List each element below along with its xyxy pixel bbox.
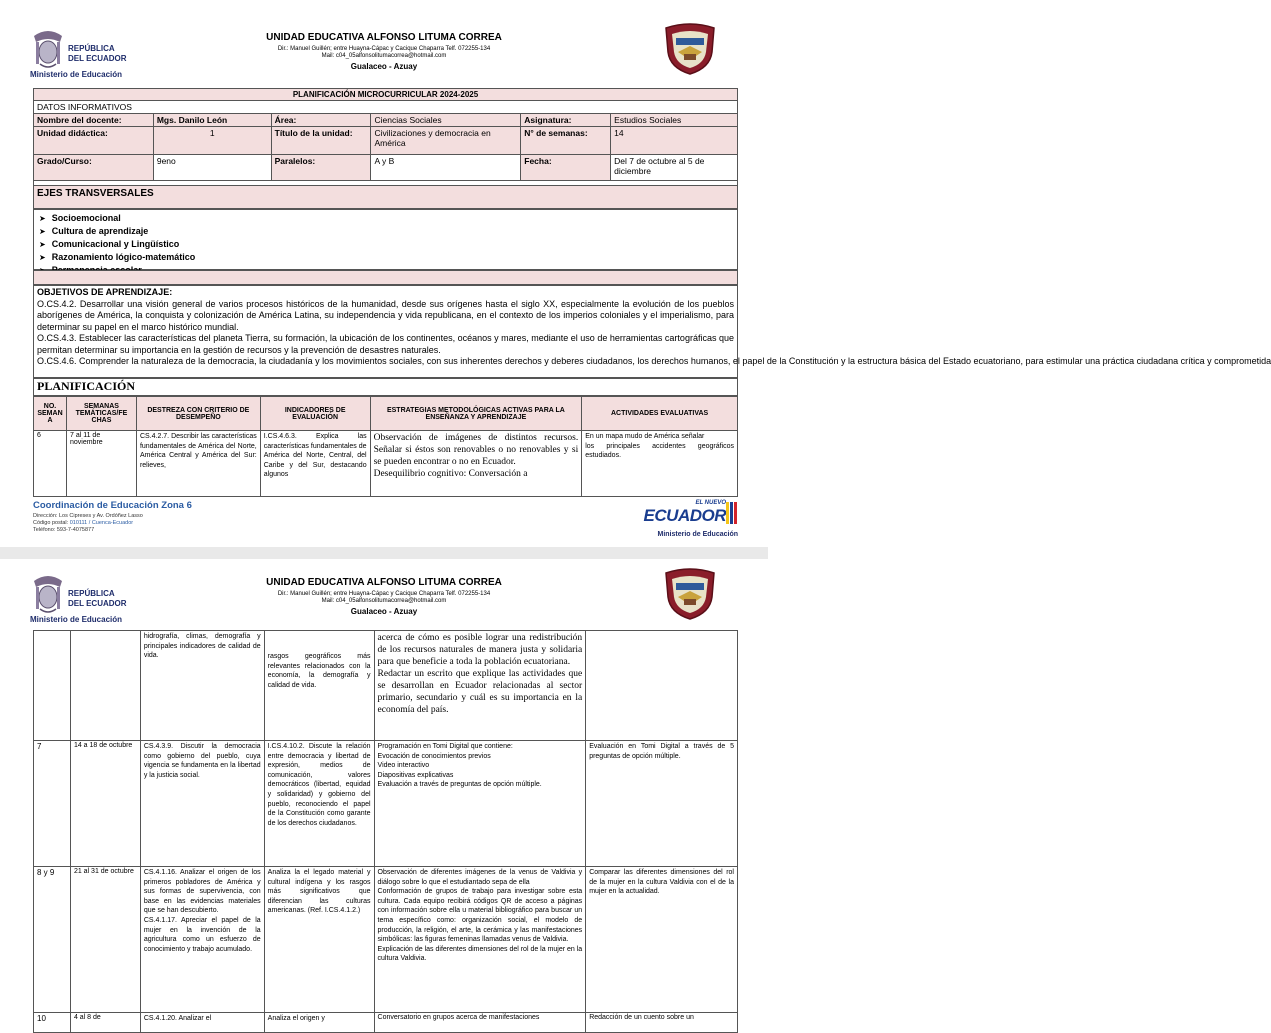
flag-stripes-icon [726, 502, 738, 524]
actividad-text: En un mapa mudo de América señalar [585, 433, 705, 440]
planificacion-table-continued [33, 630, 738, 1033]
ministry-line-1: REPÚBLICA [68, 44, 115, 53]
week-number: 8 y 9 [34, 867, 71, 1013]
estrategia-text: Conversatorio en grupos acerca de manifestaciones [374, 1013, 586, 1033]
ecuador-coat-of-arms-icon [30, 28, 66, 70]
estrategia-cell [374, 741, 586, 867]
school-info [200, 32, 568, 71]
week-number [34, 631, 71, 741]
school-address: Dir.: Manuel Guillén; entre Huayna-Cápac y Cacique Chaparra Telf. 072255-134 [277, 46, 491, 52]
titulo-value: Civilizaciones y democracia en América [371, 127, 521, 155]
area-label: Área: [271, 114, 371, 127]
eje-item: ➤ Cultura de aprendizaje [39, 225, 734, 238]
ministry-name: Ministerio de Educación [30, 615, 123, 624]
footer-postal: Código postal: 010111 / Cuenca-Ecuador [33, 520, 134, 526]
estrategia-text: Diapositivas explicativas [377, 771, 454, 779]
semanas-value: 14 [611, 127, 738, 155]
school-address: Dir.: Manuel Guillén; entre Huayna-Cápac y Cacique Chaparra Telf. 072255-134 [277, 591, 491, 597]
school-name: UNIDAD EDUCATIVA ALFONSO LITUMA CORREA [266, 32, 502, 43]
actividad-text: los principales accidentes geográficos estudiados. [585, 442, 734, 460]
unidad-value: 1 [153, 127, 271, 155]
docente-value: Mgs. Danilo León [153, 114, 271, 127]
page-footer [33, 500, 192, 534]
footer-coordinacion: Coordinación de Educación Zona 6 [33, 500, 192, 511]
week-dates: 7 al 11 de noviembre [66, 431, 136, 497]
table-row [34, 1013, 738, 1033]
planificacion-title: PLANIFICACIÓN [33, 378, 738, 396]
table-row [34, 631, 738, 741]
unidad-label: Unidad didáctica: [34, 127, 154, 155]
titulo-label: Título de la unidad: [271, 127, 371, 155]
actividad-text: Redacción de un cuento sobre un [586, 1013, 738, 1033]
ministry-line-1: REPÚBLICA [68, 589, 115, 598]
asignatura-label: Asignatura: [521, 114, 611, 127]
document-page-2 [0, 559, 768, 1024]
estrategia-text: Observación de diferentes imágenes de la venus de Valdivia y diálogo sobre lo que el estudiantado sepa de ella [377, 869, 583, 886]
table-row [34, 867, 738, 1013]
estrategia-text: Redactar un escrito que explique las actividades que se desarrollan en Ecuador relacionadas al sector primario, secundario y cuál es su importancia en la economía del país. [377, 669, 583, 715]
plan-title: PLANIFICACIÓN MICROCURRICULAR 2024-2025 [34, 89, 738, 101]
objetivos-section [33, 285, 1271, 378]
estrategia-text: acerca de cómo es posible lograr una redistribución de los recursos naturales de manera justa y solidaria para que beneficie a toda la población ecuatoriana. [377, 633, 583, 667]
estrategia-cell [370, 431, 582, 497]
eje-item: ➤ Comunicacional y Lingüístico [39, 238, 734, 251]
week-number: 7 [34, 741, 71, 867]
week-dates: 4 al 8 de [70, 1013, 140, 1033]
header-estrategias: ESTRATEGIAS METODOLÓGICAS ACTIVAS PARA LA ENSEÑANZA Y APRENDIZAJE [370, 397, 582, 431]
header-indicadores: INDICADORES DE EVALUACIÓN [260, 397, 370, 431]
area-value: Ciencias Sociales [371, 114, 521, 127]
header-no-semana: NO. SEMAN A [34, 397, 67, 431]
objetivos-title: OBJETIVOS DE APRENDIZAJE: [37, 287, 173, 297]
ecuador-coat-of-arms-icon [30, 573, 66, 615]
school-mail: Mail: c04_05alfonsolitumacorrea@hotmail.com [321, 53, 447, 59]
objetivo-item: O.CS.4.6. Comprender la naturaleza de la democracia, la ciudadanía y los movimientos sociales, con sus inherentes derechos y deberes ciudadanos, los derechos humanos, el papel de la Constitución y la estructura básica del Estado ecuatoriano, para estimular una práctica ciudadana crítica y comprometida [37, 356, 1271, 366]
indicador-text: I.CS.4.10.2. Discute la relación entre democracia y libertad de expresión, medios de comunicación, valores democráticos (libertad, equidad y solidaridad) y gobierno del pueblo, reconociendo el papel de la Constitución como garante de los derechos ciudadanos. [264, 741, 374, 867]
school-info [200, 577, 568, 616]
ejes-list [33, 209, 738, 270]
grado-value: 9eno [153, 155, 271, 181]
indicador-text: Analiza la el legado material y cultural indígena y los rasgos más significativos que diferencian las culturas americanas. (Ref. I.CS.4.1.2.) [264, 867, 374, 1013]
actividad-text: Evaluación en Tomi Digital a través de 5 preguntas de opción múltiple. [586, 741, 738, 867]
section-separator [33, 270, 738, 285]
ecuador-ministry-logo: EL NUEVO ECUADOR Ministerio de Educación [643, 500, 738, 538]
page-gap [0, 547, 768, 559]
page-header [0, 0, 768, 88]
ministry-country [68, 589, 127, 609]
table-row [34, 431, 738, 497]
objetivo-item: O.CS.4.3. Establecer las características del planeta Tierra, su formación, la ubicación de los continentes, océanos y mares, mediante el uso de herramientas cartográficas que permitan determinar su importancia en la gestión de recursos y la prevención de desastres naturales. [37, 333, 734, 355]
fecha-label: Fecha: [521, 155, 611, 181]
estrategia-text: Desequilibrio cognitivo: Conversación a [373, 469, 528, 479]
school-location: Gualaceo - Azuay [350, 607, 418, 616]
destreza-text: CS.4.2.7. Describir las características fundamentales de América del Norte, América Central y América del Sur: relieves, [136, 431, 260, 497]
planificacion-table [33, 396, 738, 497]
ministry-line-2: DEL ECUADOR [68, 54, 127, 63]
ejes-title: EJES TRANSVERSALES [33, 185, 738, 209]
indicador-text: Analiza el origen y [264, 1013, 374, 1033]
estrategia-text: Programación en Tomi Digital que contiene: [377, 743, 513, 750]
footer-telefono: Teléfono: 593-7-4075877 [33, 527, 95, 533]
estrategia-text: Observación de imágenes de distintos recursos. Señalar si éstos son renovables o no renovables y si se pueden encontrar o no en Ecuador. [373, 433, 579, 467]
week-dates: 14 a 18 de octubre [70, 741, 140, 867]
estrategia-cell [374, 867, 586, 1013]
asignatura-value: Estudios Sociales [611, 114, 738, 127]
destreza-text: CS.4.3.9. Discutir la democracia como gobierno del pueblo, cuya vigencia se fundamenta en la libertad y la justicia social. [140, 741, 264, 867]
actividad-text: Comparar las diferentes dimensiones del rol de la mujer en la cultura Valdivia con el de la mujer en la actualidad. [586, 867, 738, 1013]
paralelos-value: A y B [371, 155, 521, 181]
week-dates [70, 631, 140, 741]
destreza-text: CS.4.1.17. Apreciar el papel de la mujer en la invención de la agricultura como un esfuerzo de conocimiento y trabajo acumulado. [143, 916, 261, 953]
destreza-cell [140, 867, 264, 1013]
ministry-line-2: DEL ECUADOR [68, 599, 127, 608]
table-row [34, 741, 738, 867]
indicador-cell [264, 631, 374, 741]
actividad-cell [582, 431, 738, 497]
school-name: UNIDAD EDUCATIVA ALFONSO LITUMA CORREA [266, 577, 502, 588]
week-dates: 21 al 31 de octubre [70, 867, 140, 1013]
actividad-cell [586, 631, 738, 741]
estrategia-cell [374, 631, 586, 741]
objetivo-item: O.CS.4.2. Desarrollar una visión general de varios procesos históricos de la humanidad, desde sus orígenes hasta el siglo XX, especialmente la evolución de los pueblos aborígenes de América, la conquista y colonización de América Latina, su independencia y vida republicana, en el contexto de los imperios coloniales y el imperialismo, para determinar su papel en el marco histórico mundial. [37, 298, 734, 332]
ministry-logo [30, 573, 140, 627]
week-number: 10 [34, 1013, 71, 1033]
grado-label: Grado/Curso: [34, 155, 154, 181]
school-mail: Mail: c04_05alfonsolitumacorrea@hotmail.com [321, 598, 447, 604]
eje-item: ➤ Socioemocional [39, 212, 734, 225]
indicador-text: I.CS.4.6.3. Explica las características fundamentales de América del Norte, Central, del Caribe y del Sur, destacando algunos [260, 431, 370, 497]
estrategia-text: Video interactivo [377, 762, 430, 770]
estrategia-text: Evaluación a través de preguntas de opción múltiple. [377, 781, 542, 789]
docente-label: Nombre del docente: [34, 114, 154, 127]
fecha-value: Del 7 de octubre al 5 de diciembre [611, 155, 738, 181]
datos-informativos-table [33, 88, 738, 190]
semanas-label: N° de semanas: [521, 127, 611, 155]
footer-direccion: Dirección: Los Cipreses y Av. Ordóñez Lasso [33, 513, 143, 519]
header-actividades: ACTIVIDADES EVALUATIVAS [582, 397, 738, 431]
header-fechas: SEMANAS TEMÁTICAS/FE CHAS [66, 397, 136, 431]
eje-item: ➤ Razonamiento lógico-matemático [39, 251, 734, 264]
estrategia-text: Conformación de grupos de trabajo para investigar sobre esta cultura. Cada equipo recibirá códigos QR de acceso a páginas con información sobre ella u material bibliográfico para buscar un tema específico como: organización social, el modelo de producción, la religión, el arte, la cerámica y las manifestaciones simbólicas: las figuras femeninas llamadas venus de Valdivia. [377, 888, 583, 944]
destreza-text: hidrografía, climas, demografía y principales indicadores de calidad de vida. [140, 631, 264, 741]
week-number: 6 [34, 431, 67, 497]
school-shield-logo [662, 567, 718, 621]
school-shield-logo [662, 22, 718, 76]
estrategia-text: Evocación de conocimientos previos [377, 752, 491, 760]
datos-section-label: DATOS INFORMATIVOS [34, 101, 738, 114]
ministry-name: Ministerio de Educación [30, 70, 123, 79]
ministry-logo [30, 28, 140, 82]
estrategia-text: Explicación de las diferentes dimensiones del rol de la mujer en la cultura Valdivia. [377, 945, 583, 963]
destreza-text: CS.4.1.16. Analizar el origen de los primeros pobladores de América y sus formas de supervivencia, con base en las evidencias materiales que se han descubierto. [143, 869, 261, 915]
ministry-country [68, 44, 127, 64]
paralelos-label: Paralelos: [271, 155, 371, 181]
school-location: Gualaceo - Azuay [350, 62, 418, 71]
indicador-text: rasgos geográficos más relevantes relacionados con la economía, la demografía y calidad de vida. [267, 653, 371, 689]
destreza-text: CS.4.1.20. Analizar el [140, 1013, 264, 1033]
header-destreza: DESTREZA CON CRITERIO DE DESEMPEÑO [136, 397, 260, 431]
